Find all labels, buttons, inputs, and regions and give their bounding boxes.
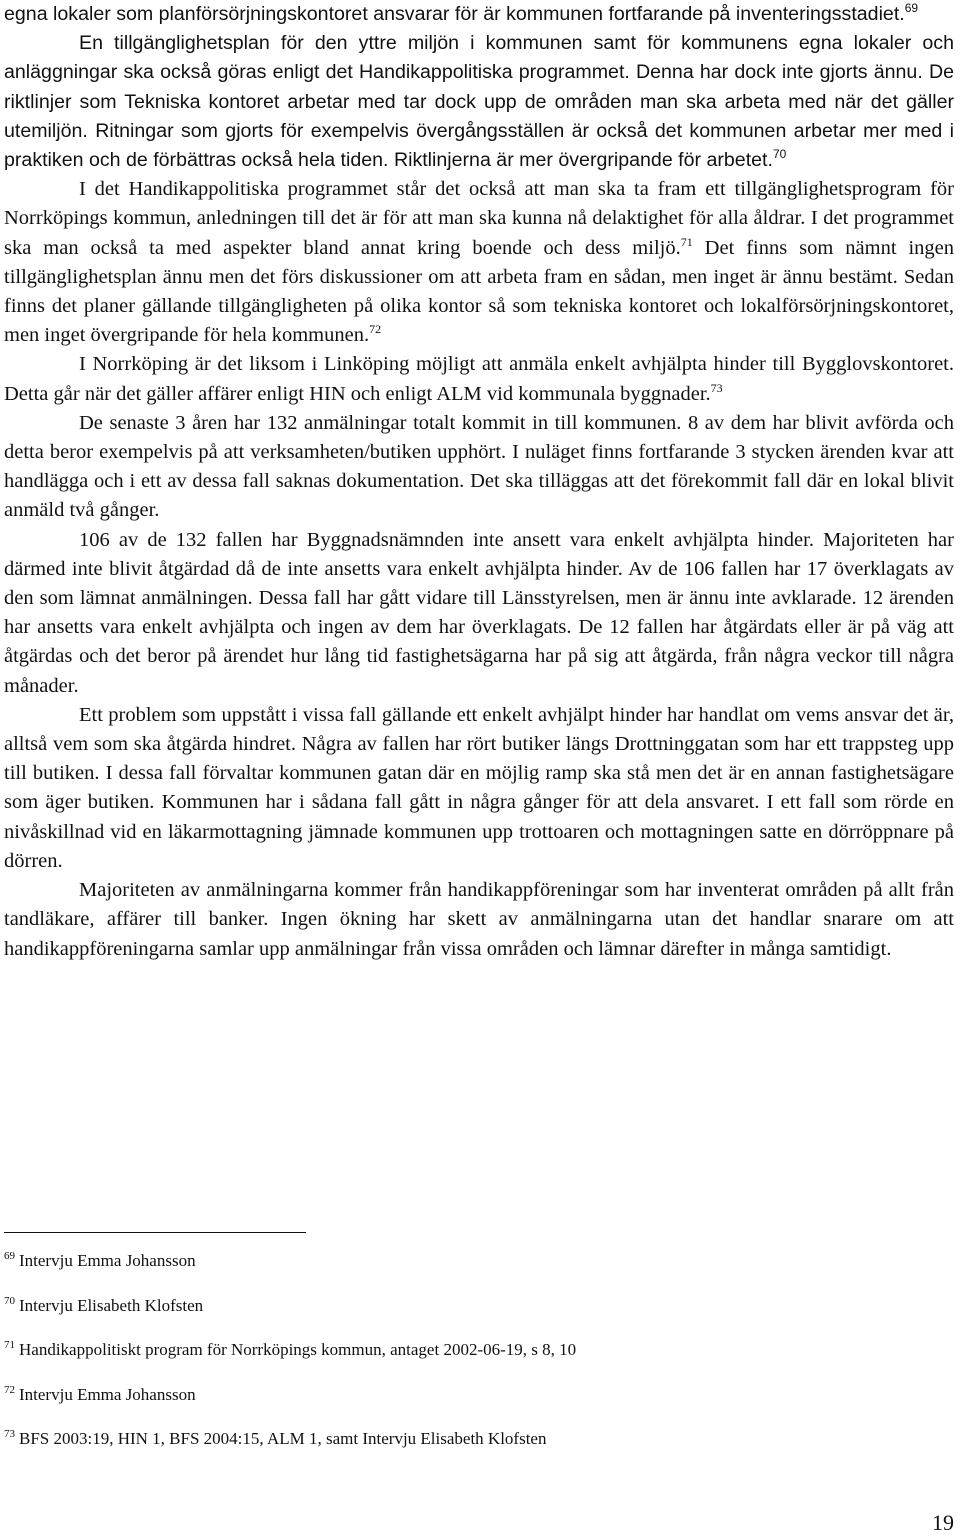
document-page: [4, 0, 954, 964]
footnote-ref-69[interactable]: 69: [904, 1, 919, 15]
paragraph-1-text: egna lokaler som planförsörjningskontoret ansvarar för är kommunen fortfarande på inventeringsstadiet.: [4, 3, 905, 25]
paragraph-3: [4, 175, 954, 350]
footnote-ref-73[interactable]: 73: [710, 380, 723, 395]
footnote-text: Handikappolitiskt program för Norrköpings kommun, antaget 2002-06-19, s 8, 10: [19, 1340, 577, 1359]
paragraph-2-text-a: En tillgänglighetsplan för den yttre miljön i kommunen samt för kommunens egna lokaler och anläggningar ska också göras enligt det Handikappolitiska programmet. Denna har dock inte gjorts ännu.: [4, 32, 954, 84]
paragraph-2-text-c: Ritningar som gjorts för exempelvis övergångsställen är också det kommunen arbetar mer med i praktiken och de förbättras också hela tiden.: [4, 119, 954, 172]
paragraph-6: 106 av de 132 fallen har Byggnadsnämnden inte ansett vara enkelt avhjälpta hinder. Majoriteten har därmed inte blivit åtgärdad då de inte ansetts vara enkelt avhjälpta hinder. Av de 106 fallen har 17 överklagats av den som lämnat anmälningen. Dessa fall har gått vidare till Länsstyrelsen, men är ännu inte avklarade. 12 ärenden har ansetts vara enkelt avhjälpta och ingen av dem har överklagats. De 12 fallen har åtgärdats eller är på väg att åtgärdas och det beror på ärendet hur lång tid fastighetsägarna har på sig att åtgärda, från några veckor till några månader.: [4, 528, 954, 697]
footnote-number: 69: [4, 1250, 15, 1262]
footnote-divider: [4, 1232, 306, 1233]
paragraph-8: Majoriteten av anmälningarna kommer från handikappföreningar som har inventerat områden på allt från tandläkare, affärer till banker. Ingen ökning har skett av anmälningarna utan det handlar snarare om att handikappföreningarna samlar upp anmälningar från vissa områden och lämnar därefter in många samtidigt.: [4, 879, 954, 960]
footnotes: [4, 1250, 904, 1473]
page-number: 19: [932, 1510, 954, 1535]
paragraph-5: De senaste 3 åren har 132 anmälningar totalt kommit in till kommunen. 8 av dem har blivit avförda och detta beror exempelvis på att verksamheten/butiken upphört. I nuläget finns fortfarande 3 stycken ärenden kvar att handlägga och i ett av dessa fall saknas dokumentation. Det ska tilläggas att det förekommit fall där en lokal blivit anmäld två gånger.: [4, 411, 954, 522]
paragraph-2: [4, 29, 954, 175]
footnote-number: 72: [4, 1383, 15, 1396]
footnote-69: [4, 1250, 904, 1272]
paragraph-2-text-d: Riktlinjerna är mer övergripande för arbetet.: [393, 149, 773, 172]
paragraph-4-text: I Norrköping är det liksom i Linköping möjligt att anmäla enkelt avhjälpta hinder till Bygglovskontoret. Detta går när det gäller affärer enligt HIN och enligt ALM vid kommunala byggnader.: [4, 353, 954, 405]
footnote-number: 73: [4, 1428, 15, 1440]
footnote-ref-71[interactable]: 71: [680, 234, 693, 249]
paragraph-3-text-a: I det Handikappolitiska programmet står det också att man ska ta fram ett tillgänglighetsprogram för Norrköpings kommun, anledningen till det är för att man ska kunna nå delaktighet för alla åldrar. I det programmet ska man också ta med aspekter bland annat kring boende och dess miljö.: [4, 178, 954, 259]
paragraph-1: [4, 0, 954, 29]
footnote-71: [4, 1339, 904, 1361]
paragraph-7: Ett problem som uppstått i vissa fall gällande ett enkelt avhjälpt hinder har handlat om vems ansvar det är, alltså vem som ska åtgärda hindret. Några av fallen har rört butiker längs Drottninggatan som har ett trappsteg upp till butiken. I dessa fall förvaltar kommunen gatan där en möjlig ramp ska stå men det är en annan fastighetsägare som äger butiken. Kommunen har i sådana fall gått in några gånger för att dela ansvaret. I ett fall som rörde en nivåskillnad vid en läkarmottagning jämnade kommunen upp trottoaren och mottagningen satte en dörröppnare på dörren.: [4, 703, 954, 872]
footnote-number: 71: [4, 1339, 15, 1351]
footnote-73: [4, 1428, 904, 1450]
footnote-text: BFS 2003:19, HIN 1, BFS 2004:15, ALM 1, samt Intervju Elisabeth Klofsten: [19, 1429, 547, 1448]
footnote-70: [4, 1295, 904, 1317]
paragraph-4: [4, 350, 954, 408]
footnote-72: [4, 1384, 904, 1406]
footnote-text: Intervju Emma Johansson: [19, 1251, 196, 1270]
paragraph-2-text-b: De riktlinjer som Tekniska kontoret arbetar med tar dock upp de områden man ska arbeta med när det gäller utemiljön.: [4, 61, 954, 142]
footnote-ref-70[interactable]: 70: [772, 147, 787, 162]
paragraph-3-text-b: Det finns som nämnt ingen tillgänglighetsplan ännu men det förs diskussioner om att arbeta fram en sådan, men inget är ännu bestämt. Sedan finns det planer gällande tillgängligheten på olika kontor så som tekniska kontoret och lokalförsörjningskontoret, men inget övergripande för hela kommunen.: [4, 236, 955, 347]
footnote-text: Intervju Elisabeth Klofsten: [19, 1295, 204, 1315]
footnote-number: 70: [4, 1294, 15, 1307]
footnote-ref-72[interactable]: 72: [369, 322, 382, 337]
footnote-text: Intervju Emma Johansson: [19, 1384, 196, 1404]
